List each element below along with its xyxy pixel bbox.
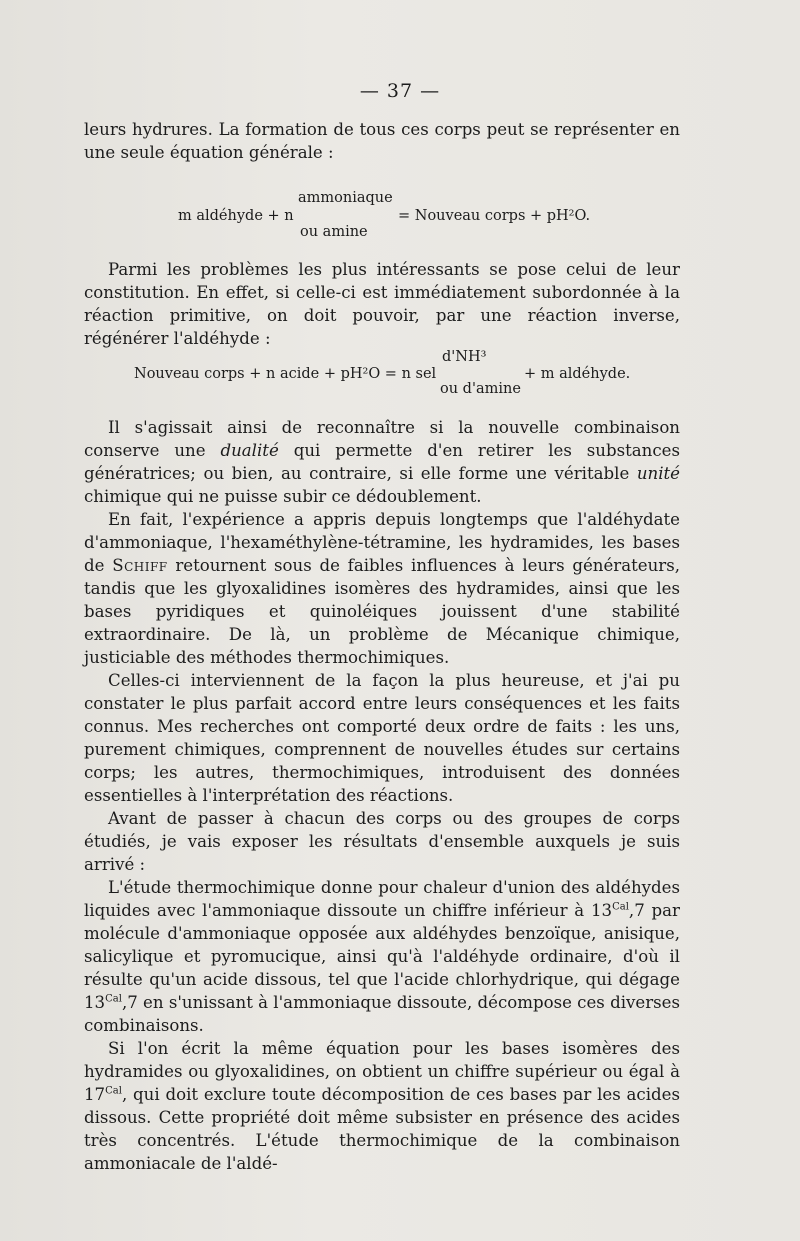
paragraph-celles: Celles-ci interviennent de la façon la plus heureuse, et j'ai pu constater le plus parfait accord entre leurs conséquences et les faits connus. Mes recherches ont comporté deux ordre de faits : les uns, purement chimiques, comprennent de nouvelles études sur certains corps; les autres, thermochimiques, introduisent des données essentielles à l'interprétation des réactions. (84, 671, 680, 805)
equation2-left: Nouveau corps + n acide + pH²O = n sel (134, 366, 437, 382)
experience-text-b: retournent sous de faibles influences à leurs générateurs, tandis que les glyoxalidines isomères des hydramides, ainsi que les bases pyridiques et quinoléiques jouissent d'une stabilité extraordinaire. De là, un problème de Mécanique chimique, justiciable des méthodes thermochimiques. (84, 556, 681, 667)
etude-text-a: L'étude thermochimique donne pour chaleur d'union des aldéhydes liquides avec l'ammoniaque dissoute un chiffre inférieur à 13 (84, 878, 680, 920)
equation1-top: ammoniaque (298, 190, 393, 206)
calorie-unit: Cal (105, 993, 122, 1005)
body-text (84, 416, 680, 1175)
paragraph-experience (84, 508, 680, 669)
paragraph-etude (84, 876, 680, 1037)
dualite-text-b: qui permette d'en retirer les substances génératrices; ou bien, au contraire, si elle forme une véritable (84, 441, 680, 483)
equation1-right: = Nouveau corps + pH²O. (398, 208, 591, 224)
paragraph-avant: Avant de passer à chacun des corps ou des groupes de corps étudiés, je vais exposer les résultats d'ensemble auxquels je suis arrivé : (84, 809, 680, 874)
calorie-unit: Cal (105, 1085, 122, 1097)
equation1-left: m aldéhyde + n (178, 208, 294, 224)
si-text-a: Si l'on écrit la même équation pour les bases isomères des hydramides ou glyoxalidines, on obtient un chiffre supérieur ou égal à 17 (84, 1039, 680, 1104)
unite-emphasis: unité (636, 464, 680, 483)
dualite-text-c: chimique qui ne puisse subir ce dédoublement. (84, 487, 482, 506)
paragraph-si (84, 1037, 680, 1175)
author-name-schiff: Schiff (112, 556, 168, 575)
experience-text-a: En fait, l'expérience a appris depuis longtemps que l'aldéhydate d'ammoniaque, l'hexaméthylène-tétramine, les hydramides, les bases de (84, 510, 680, 575)
si-text-b: , qui doit exclure toute décomposition de ces bases par les acides dissous. Cette propriété doit même subsister en présence des acides très concentrés. L'étude thermochimique de la combinaison ammoniacale de l'aldé- (84, 1085, 680, 1173)
paragraph-intro (84, 118, 680, 164)
intro-text: leurs hydrures. La formation de tous ces corps peut se représenter en une seule équation générale : (84, 120, 680, 162)
paragraph-dualite (84, 416, 680, 508)
paragraph-constitution (84, 258, 680, 350)
constitution-text: Parmi les problèmes les plus intéressants se pose celui de leur constitution. En effet, si celle-ci est immédiatement subordonnée à la réaction primitive, on doit pouvoir, par une réaction inverse, régénérer l'aldéhyde : (84, 260, 680, 348)
etude-text-b: ,7 par molécule d'ammoniaque opposée aux aldéhydes benzoïque, anisique, salicylique et pyromucique, ainsi qu'à l'aldéhyde ordinaire, d'où il résulte qu'un acide dissous, tel que l'acide chlorhydrique, qui dégage 13 (84, 901, 680, 1012)
equation2-right: + m aldéhyde. (524, 366, 631, 382)
equation2-top: d'NH³ (442, 349, 487, 365)
dualite-emphasis: dualité (220, 441, 279, 460)
page-number: — 37 — (359, 80, 441, 102)
dualite-text-a: Il s'agissait ainsi de reconnaître si la nouvelle combinaison conserve une (84, 418, 680, 460)
calorie-unit: Cal (612, 901, 629, 913)
equation2-bottom: ou d'amine (440, 381, 521, 397)
equation1-bottom: ou amine (300, 224, 368, 240)
etude-text-c: ,7 en s'unissant à l'ammoniaque dissoute, décompose ces diverses combinaisons. (84, 993, 680, 1035)
